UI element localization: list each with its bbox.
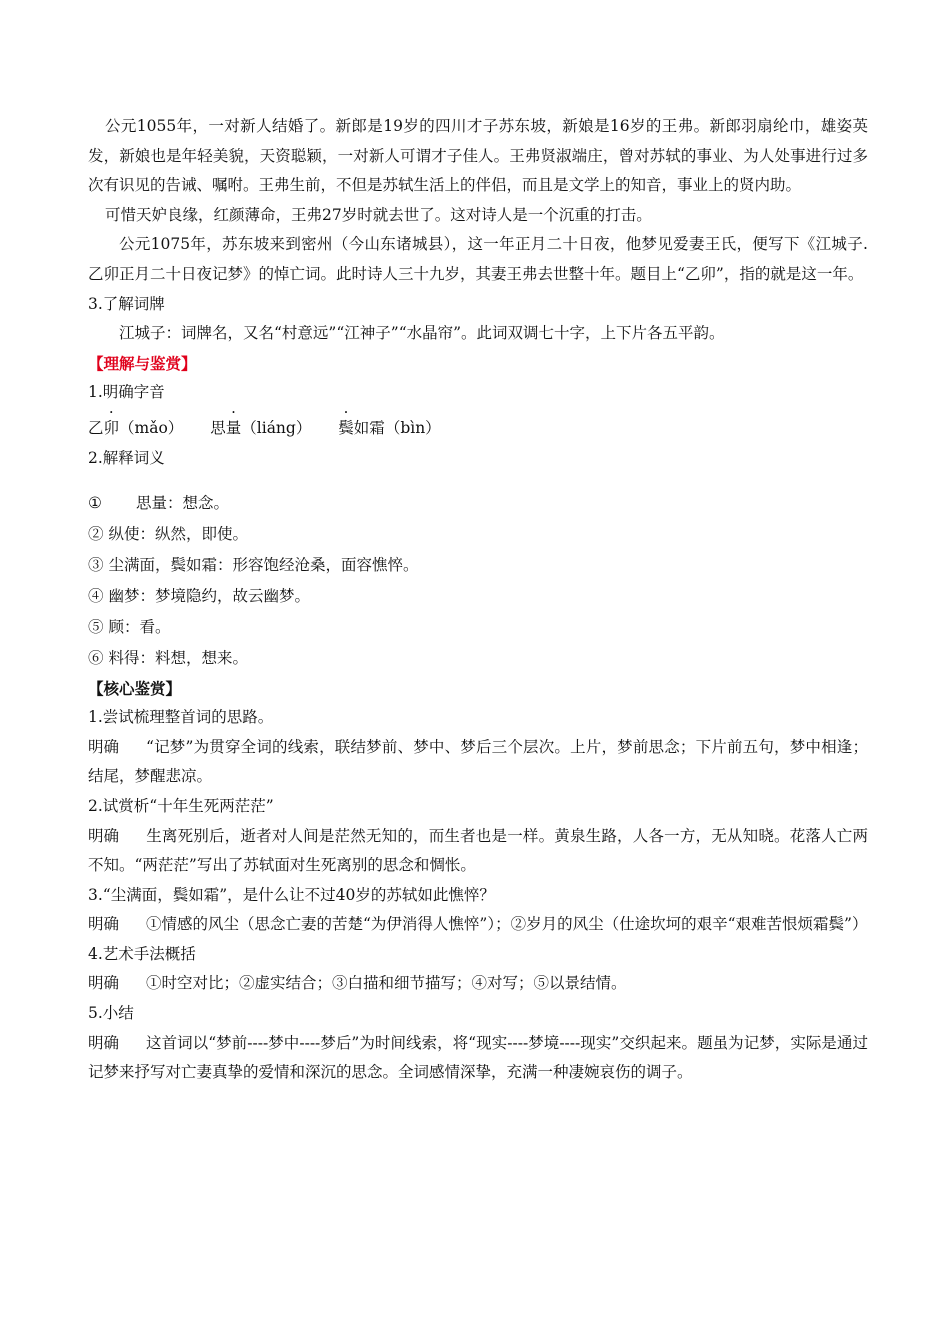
pronunciation-heading: 1.明确字音 <box>88 383 165 402</box>
intro-paragraph-1: 公元1055年，一对新人结婚了。新郎是19岁的四川才子苏东坡，新娘是16岁的王弗。新郎羽扇纶巾，雄姿英发，新娘也是年轻美貌，天资聪颖，一对新人可谓才子佳人。王弗贤淑端庄，曾对苏轼的事业、为人处事进行过多次有识见的告诫、嘱咐。王弗生前，不但是苏轼生活上的伴侣，而且是文学上的知音，事业上的贤内助。 <box>88 117 868 195</box>
dotted-character: 量 <box>225 418 242 437</box>
answer-tag: 明确 <box>88 974 120 993</box>
understanding-section-title: 【理解与鉴赏】 <box>88 353 197 373</box>
answer-tag: 明确 <box>88 737 120 756</box>
meaning-heading: 2.解释词义 <box>88 448 165 467</box>
cipai-text: 江城子：词牌名，又名“村意远”“江神子”“水晶帘”。此词双调七十字，上下片各五平韵。 <box>119 324 725 343</box>
answer-tag: 明确 <box>88 915 120 934</box>
answer-tag: 明确 <box>88 1033 120 1052</box>
answer-3: 明确 ①情感的风尘（思念亡妻的苦楚“为伊消得人憔悴”）；②岁月的风尘（仕途坎坷的艰辛“艰难苦恨烦霜鬓”） <box>88 910 868 940</box>
pronunciation-row <box>88 412 868 444</box>
dotted-character: 卯 <box>103 418 120 437</box>
definition-item: ⑥ 料得：料想，想来。 <box>88 648 248 667</box>
question-2: 2.试赏析“十年生死两茫茫” <box>88 796 274 815</box>
pronunciation-item: 思量（liáng） <box>210 418 312 437</box>
pronunciation-item: 鬓如霜（bìn） <box>338 418 441 437</box>
core-section-title: 【核心鉴赏】 <box>88 678 182 698</box>
definition-item: ② 纵使：纵然，即使。 <box>88 524 248 543</box>
spacer <box>88 474 868 488</box>
answer-2: 明确 生离死别后，逝者对人间是茫然无知的，而生者也是一样。黄泉生路，人各一方，无从知晓。花落人亡两不知。“两茫茫”写出了苏轼面对生死离别的思念和惆怅。 <box>88 822 868 881</box>
answer-4: 明确 ①时空对比；②虚实结合；③白描和细节描写；④对写；⑤以景结情。 <box>88 969 868 999</box>
intro-paragraph-2: 可惜天妒良缘，红颜薄命，王弗27岁时就去世了。这对诗人是一个沉重的打击。 <box>105 205 652 224</box>
definition-item: ⑤ 顾：看。 <box>88 617 171 636</box>
question-5: 5.小结 <box>88 1004 134 1023</box>
answer-5: 明确 这首词以“梦前----梦中----梦后”为时间线索，将“现实----梦境----现实”交织起来。题虽为记梦，实际是通过记梦来抒写对亡妻真挚的爱情和深沉的思念。全词感情深挚，充满一种凄婉哀伤的调子。 <box>88 1029 868 1088</box>
cipai-heading: 3.了解词牌 <box>88 294 165 313</box>
dotted-character: 鬓 <box>338 418 354 437</box>
pinyin: （mǎo） <box>119 418 184 437</box>
intro-paragraph-3: 公元1075年，苏东坡来到密州（今山东诸城县），这一年正月二十日夜，他梦见爱妻王氏，便写下《江城子.乙卯正月二十日夜记梦》的悼亡词。此时诗人三十九岁，其妻王弗去世整十年。题目上“乙卯”，指的就是这一年。 <box>88 235 868 283</box>
answer-tag: 明确 <box>88 826 120 845</box>
question-3: 3.“尘满面，鬓如霜”，是什么让不过40岁的苏轼如此憔悴？ <box>88 885 495 904</box>
definition-item: ④ 幽梦：梦境隐约，故云幽梦。 <box>88 586 310 605</box>
document-page <box>88 112 868 1088</box>
question-4: 4.艺术手法概括 <box>88 944 196 963</box>
question-1: 1.尝试梳理整首词的思路。 <box>88 708 274 727</box>
pinyin: （liáng） <box>241 418 312 437</box>
definition-list <box>88 488 868 674</box>
definition-item: ③ 尘满面，鬓如霜：形容饱经沧桑，面容憔悴。 <box>88 555 419 574</box>
pinyin: （bìn） <box>384 418 441 437</box>
pronunciation-item: 乙卯（mǎo） <box>88 418 184 437</box>
answer-1: 明确 “记梦”为贯穿全词的线索，联结梦前、梦中、梦后三个层次。上片，梦前思念；下片前五句，梦中相逢；结尾，梦醒悲凉。 <box>88 733 868 792</box>
definition-item: ① 思量：想念。 <box>88 493 230 512</box>
